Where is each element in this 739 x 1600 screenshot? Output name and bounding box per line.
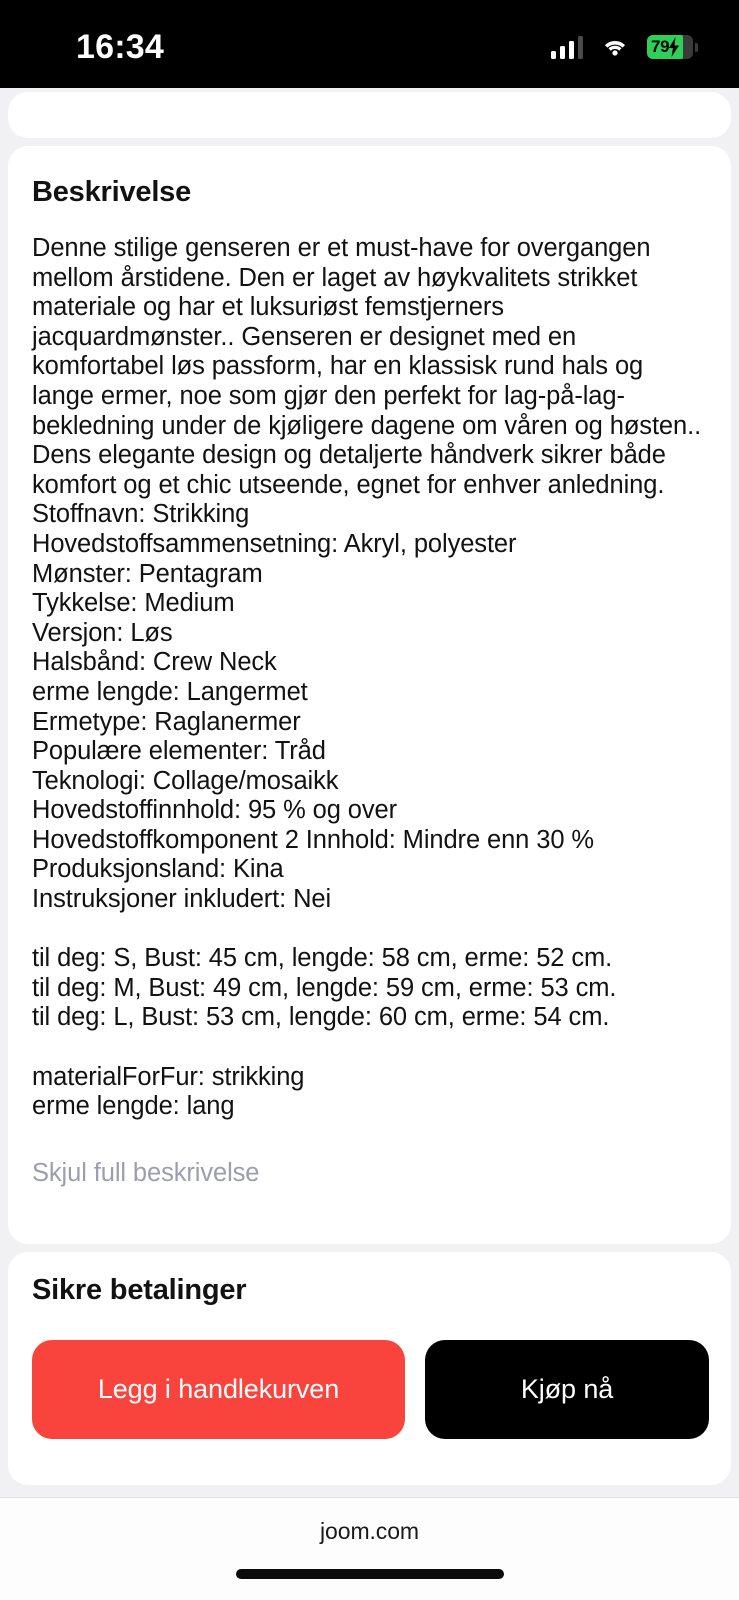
spec-line: Ermetype: Raglanermer	[32, 707, 301, 736]
wifi-icon	[601, 36, 629, 58]
spec-line: Versjon: Løs	[32, 618, 173, 647]
spec-line: Mønster: Pentagram	[32, 559, 263, 588]
page-title: Beskrivelse	[32, 176, 192, 208]
spec-line: Hovedstoffinnhold: 95 % og over	[32, 796, 398, 825]
size-line: til deg: S, Bust: 45 cm, lengde: 58 cm, erme: 52 cm.	[32, 944, 613, 973]
extra-line: erme lengde: lang	[32, 1092, 235, 1121]
lightning-bolt-icon	[668, 37, 680, 57]
spec-line: Hovedstoffkomponent 2 Innhold: Mindre enn 30 %	[32, 825, 594, 854]
spec-line: Teknologi: Collage/mosaikk	[32, 766, 339, 795]
extra-line: materialForFur: strikking	[32, 1062, 305, 1091]
size-line: til deg: M, Bust: 49 cm, lengde: 59 cm, erme: 53 cm.	[32, 973, 617, 1002]
spec-line: Hovedstoffsammensetning: Akryl, polyester	[32, 529, 517, 558]
browser-footer	[0, 1497, 739, 1600]
secure-payments-card	[8, 1252, 731, 1485]
spec-line: Tykkelse: Medium	[32, 589, 235, 618]
site-url-label: joom.com	[320, 1518, 419, 1544]
spec-line: Populære elementer: Tråd	[32, 737, 326, 766]
status-bar-clock: 16:34	[76, 27, 164, 66]
size-line: til deg: L, Bust: 53 cm, lengde: 60 cm, erme: 54 cm.	[32, 1003, 610, 1032]
description-text	[32, 234, 709, 1122]
spec-line: Instruksjoner inkludert: Nei	[32, 885, 332, 914]
battery-percent-label: 79	[651, 37, 670, 56]
spec-line: Produksjonsland: Kina	[32, 855, 284, 884]
cellular-bars-icon	[551, 35, 584, 59]
text-spacer	[32, 1033, 709, 1063]
previous-section-card	[8, 92, 731, 138]
action-button-row	[32, 1340, 709, 1439]
battery-indicator	[647, 35, 693, 59]
spec-line: Stoffnavn: Strikking	[32, 500, 250, 529]
text-spacer	[32, 915, 709, 945]
status-bar	[0, 0, 739, 88]
home-indicator[interactable]	[236, 1569, 504, 1579]
add-to-cart-button[interactable]: Legg i handlekurven	[32, 1340, 405, 1439]
status-bar-indicators	[551, 35, 694, 59]
description-card	[8, 146, 731, 1244]
spec-line: erme lengde: Langermet	[32, 677, 308, 706]
collapse-description-link[interactable]: Skjul full beskrivelse	[32, 1159, 260, 1187]
spec-line: Halsbånd: Crew Neck	[32, 648, 277, 677]
buy-now-button[interactable]: Kjøp nå	[425, 1340, 709, 1439]
secure-payments-title: Sikre betalinger	[32, 1274, 247, 1306]
description-paragraph: Denne stilige genseren er et must-have for overgangen mellom årstidene. Den er laget av høykvalitets strikket materiale og har et luksuriøst femstjerners jacquardmønster.. Genseren er designet med en komfortabel løs passform, har en klassisk rund hals og lange ermer, noe som gjør den perfekt for lag-på-lag-bekledning under de kjøligere dagene om våren og høsten.. Dens elegante design og detaljerte håndverk sikrer både komfort og et chic utseende, egnet for enhver anledning.	[32, 234, 702, 499]
